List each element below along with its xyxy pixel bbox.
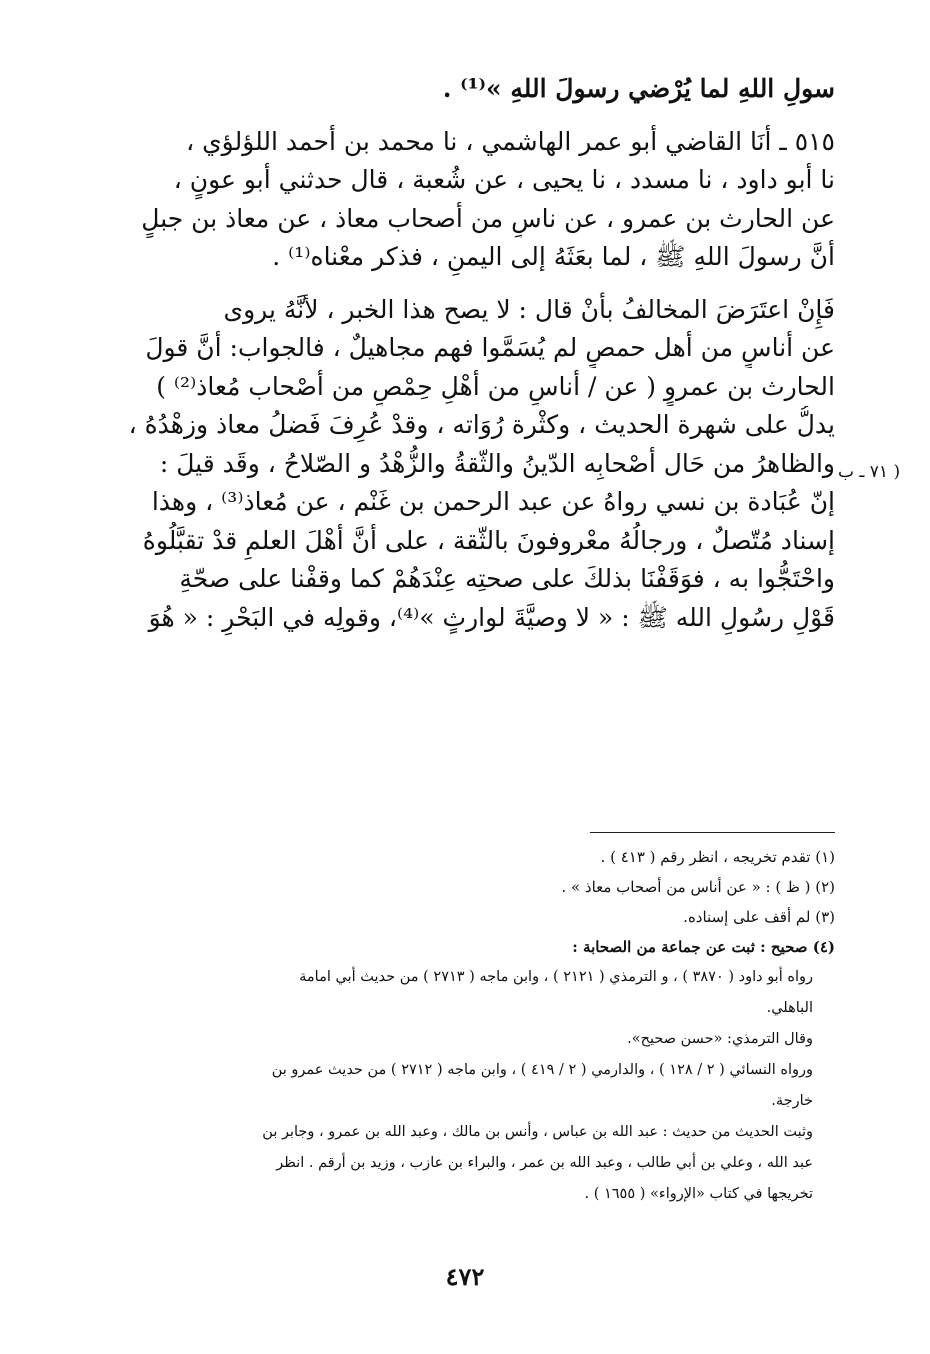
footnote-2: (٢) ( ظ ) : « عن أناس من أصحاب معاذ » . (561, 878, 835, 896)
footnote-4-line: وقال الترمذي: «حسن صحيح». (627, 1031, 813, 1047)
footnote-separator (590, 832, 835, 833)
hadith-515-line-4: أنَّ رسولَ اللهِ ﷺ ، لما بعَثَهُ إلى اليمنِ ، فذكر معْناه⁽¹⁾ . (272, 242, 835, 271)
paragraph-gap (70, 109, 835, 123)
hadith-515-line-3: عن الحارث بن عمرو ، عن ناسٍ من أصحاب معاذ ، عن معاذ بن جبلٍ (141, 203, 835, 233)
paragraph-gap (70, 277, 835, 291)
discussion-line-3: الحارث بن عمروٍ ( عن / أناسٍ من أهْلِ حِمْصٍ من أصْحاب مُعاذ⁽²⁾ ) (156, 371, 835, 401)
discussion-line-7: إسناد مُتّصلٌ ، ورجالُهُ معْروفونَ بالثّقة ، على أنَّ أهْلَ العلمِ قدْ تقبَّلُوهُ (142, 525, 835, 555)
footnotes (90, 842, 835, 1210)
footnote-4-line: عبد الله ، وعلي بن أبي طالب ، وعبد الله بن عمر ، والبراء بن عازب ، وزيد بن أرقم . انظر (276, 1155, 813, 1171)
discussion-line-8: واحْتَجُّوا به ، فوَقَفْنَا بذلكَ على صحتِه عِنْدَهُمْ كما وقفْنا على صحّةِ (179, 564, 835, 593)
manuscript-folio-note: ( ٧١ ـ ب (838, 462, 901, 482)
footnote-3: (٣) لم أقف على إسناده. (683, 908, 835, 926)
footnote-1: (١) تقدم تخريجه ، انظر رقم ( ٤١٣ ) . (600, 848, 835, 866)
footnote-4: (٤) صحيح : ثبت عن جماعة من الصحابة : (572, 938, 835, 956)
hadith-515-line-2: نا أبو داود ، نا مسدد ، نا يحيى ، عن شُعبة ، قال حدثني أبو عونٍ ، (173, 165, 835, 194)
footnote-4-line: الباهلي. (766, 1000, 813, 1016)
text-line-1: سولِ اللهِ لما يُرْضي رسولَ اللهِ »⁽¹⁾ . (442, 74, 835, 103)
footnote-4-line: رواه أبو داود ( ٣٨٧٠ ) ، و الترمذي ( ٢١٢١ ) ، وابن ماجه ( ٢٧١٣ ) من حديث أبي امامة (299, 969, 813, 985)
discussion-line-2: عن أناسٍ من أهل حمصٍ لم يُسَمَّوا فهم مجاهيلٌ ، فالجواب: أنَّ قولَ (145, 333, 835, 362)
discussion-line-6: إنّ عُبَادة بن نسي رواهُ عن عبد الرحمن بن غَنْم ، عن مُعاذ⁽³⁾ ، وهذا (151, 487, 835, 516)
discussion-line-1: فَإِنْ اعتَرَضَ المخالفُ بأَنْ قال : لا يصح هذا الخبر ، لأنَّهُ يروى (223, 294, 835, 324)
footnote-4-line: خارجة. (771, 1093, 813, 1109)
main-text (70, 70, 835, 637)
discussion-line-5: والظاهرُ من حَال أصْحابِه الدّينُ والثّقةُ والزُّهْدُ و الصّلاحُ ، وقَد قيلَ : (159, 448, 835, 478)
discussion-line-9: قَوْلِ رسُولِ الله ﷺ : « لا وصيَّةَ لوارثٍ »⁽⁴⁾، وقولِه في البَحْرِ : « هُوَ (148, 602, 835, 632)
footnote-4-line: وثبت الحديث من حديث : عبد الله بن عباس ، وأنس بن مالك ، وعبد الله بن عمرو ، وجابر بن (262, 1124, 813, 1140)
footnote-4-line: ورواه النسائي ( ٢ / ١٢٨ ) ، والدارمي ( ٢ / ٤١٩ ) ، وابن ماجه ( ٢٧١٢ ) من حديث عمرو بن (271, 1062, 813, 1078)
footnote-4-line: تخريجها في كتاب «الإرواء» ( ١٦٥٥ ) . (584, 1186, 813, 1202)
hadith-515-line-1: ٥١٥ ـ أنَا القاضي أبو عمر الهاشمي ، نا محمد بن أحمد اللؤلؤي ، (186, 126, 835, 156)
page-number: ٤٧٢ (445, 1262, 485, 1291)
discussion-line-4: يدلُّ على شهرة الحديث ، وكثْرة رُوَاته ، وقدْ عُرِفَ فَضلُ معاذ وزهْدُهُ ، (128, 410, 835, 439)
